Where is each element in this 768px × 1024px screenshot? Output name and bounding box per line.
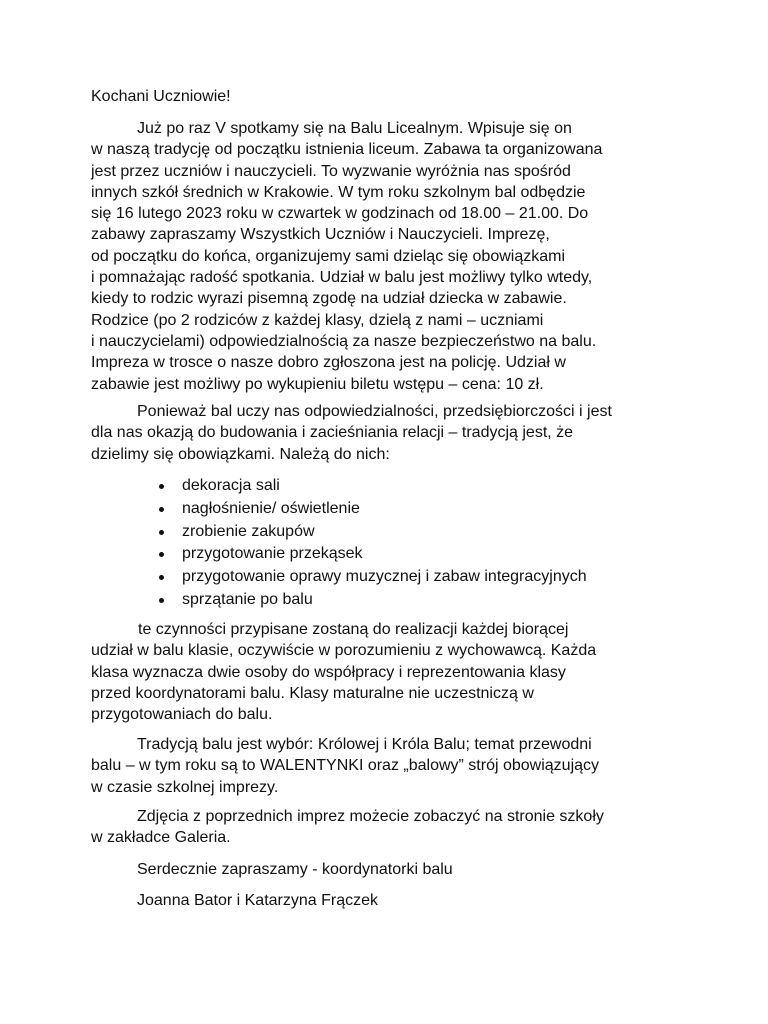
paragraph-line: innych szkół średnich w Krakowie. W tym roku szkolnym bal odbędzie (91, 183, 586, 201)
closing-line (91, 859, 681, 880)
duties-list (158, 475, 587, 612)
paragraph-line: Tradycją balu jest wybór: Królowej i Króla Balu; temat przewodni (137, 736, 592, 753)
paragraph-line: od początku do końca, organizujemy sami dzieląc się obowiązkami (91, 247, 566, 265)
paragraph-line: Ponieważ bal uczy nas odpowiedzialności, przedsiębiorczości i jest (137, 403, 612, 420)
paragraph-ball-intro (91, 118, 681, 395)
paragraph-line: przed koordynatorami balu. Klasy maturalne nie uczestniczą w (91, 684, 534, 702)
paragraph-line: Rodzice (po 2 rodziców z każdej klasy, dzielą z nami – uczniami (91, 311, 544, 329)
list-item (158, 566, 587, 589)
paragraph-line: i pomnażając radość spotkania. Udział w balu jest możliwy tylko wtedy, (91, 269, 593, 287)
bullet-icon (159, 552, 164, 557)
signature-text: Joanna Bator i Katarzyna Frączek (137, 892, 379, 909)
paragraph-line: Zdjęcia z poprzednich imprez możecie zobaczyć na stronie szkoły (137, 808, 604, 825)
paragraph-traditions (91, 734, 681, 798)
paragraph-line: Impreza w trosce o nasze dobro zgłoszona jest na policję. Udział w (91, 354, 566, 372)
bullet-icon (159, 484, 164, 489)
paragraph-line: w czasie szkolnej imprezy. (91, 778, 279, 796)
paragraph-line: zabawie jest możliwy po wykupieniu biletu wstępu – cena: 10 zł. (91, 375, 544, 393)
paragraph-line: dla nas okazją do budowania i zacieśniania relacji – tradycją jest, że (91, 424, 574, 442)
paragraph-line: w naszą tradycję od początku istnienia liceum. Zabawa ta organizowana (91, 141, 603, 159)
closing-text: Serdecznie zapraszamy - koordynatorki balu (137, 861, 453, 878)
paragraph-line: zabawy zapraszamy Wszystkich Uczniów i Nauczycieli. Imprezę, (91, 226, 550, 244)
list-item-label: przygotowanie oprawy muzycznej i zabaw integracyjnych (182, 568, 587, 586)
list-item-label: zrobienie zakupów (182, 522, 315, 540)
list-item-label: przygotowanie przekąsek (182, 545, 363, 563)
bullet-icon (159, 598, 164, 603)
list-item-label: dekoracja sali (182, 477, 280, 494)
list-item (158, 475, 587, 498)
list-item (158, 498, 587, 521)
list-item (158, 521, 587, 544)
paragraph-line: przygotowaniach do balu. (91, 706, 273, 724)
bullet-icon (159, 507, 164, 512)
paragraph-gallery (91, 806, 681, 849)
list-item-label: nagłośnienie/ oświetlenie (182, 499, 360, 517)
paragraph-line: i nauczycielami) odpowiedzialnością za nasze bezpieczeństwo na balu. (91, 332, 597, 350)
bullet-icon (159, 575, 164, 580)
paragraph-duties-intro (91, 401, 681, 465)
greeting (91, 86, 681, 107)
paragraph-line: balu – w tym roku są to WALENTYNKI oraz „balowy” strój obowiązujący (91, 757, 600, 775)
paragraph-line: te czynności przypisane zostaną do realizacji każdej biorącej (138, 621, 569, 638)
greeting-text: Kochani Uczniowie! (91, 88, 231, 105)
list-item (158, 543, 587, 566)
paragraph-line: się 16 lutego 2023 roku w czwartek w godzinach od 18.00 – 21.00. Do (91, 205, 589, 223)
paragraph-line: jest przez uczniów i nauczycieli. To wyzwanie wyróżnia nas spośród (91, 162, 571, 180)
paragraph-line: dzielimy się obowiązkami. Należą do nich: (91, 445, 390, 463)
paragraph-line: klasa wyznacza dwie osoby do współpracy i reprezentowania klasy (91, 663, 566, 681)
list-item (158, 589, 587, 612)
signature-line (91, 890, 681, 911)
paragraph-line: Już po raz V spotkamy się na Balu Licealnym. Wpisuje się on (137, 120, 572, 137)
paragraph-line: kiedy to rodzic wyrazi pisemną zgodę na udział dziecka w zabawie. (91, 290, 567, 308)
bullet-icon (159, 530, 164, 535)
paragraph-duties-assignment (91, 619, 681, 725)
paragraph-line: w zakładce Galeria. (91, 829, 231, 847)
list-item-label: sprzątanie po balu (182, 590, 313, 608)
paragraph-line: udział w balu klasie, oczywiście w porozumieniu z wychowawcą. Każda (91, 642, 597, 660)
